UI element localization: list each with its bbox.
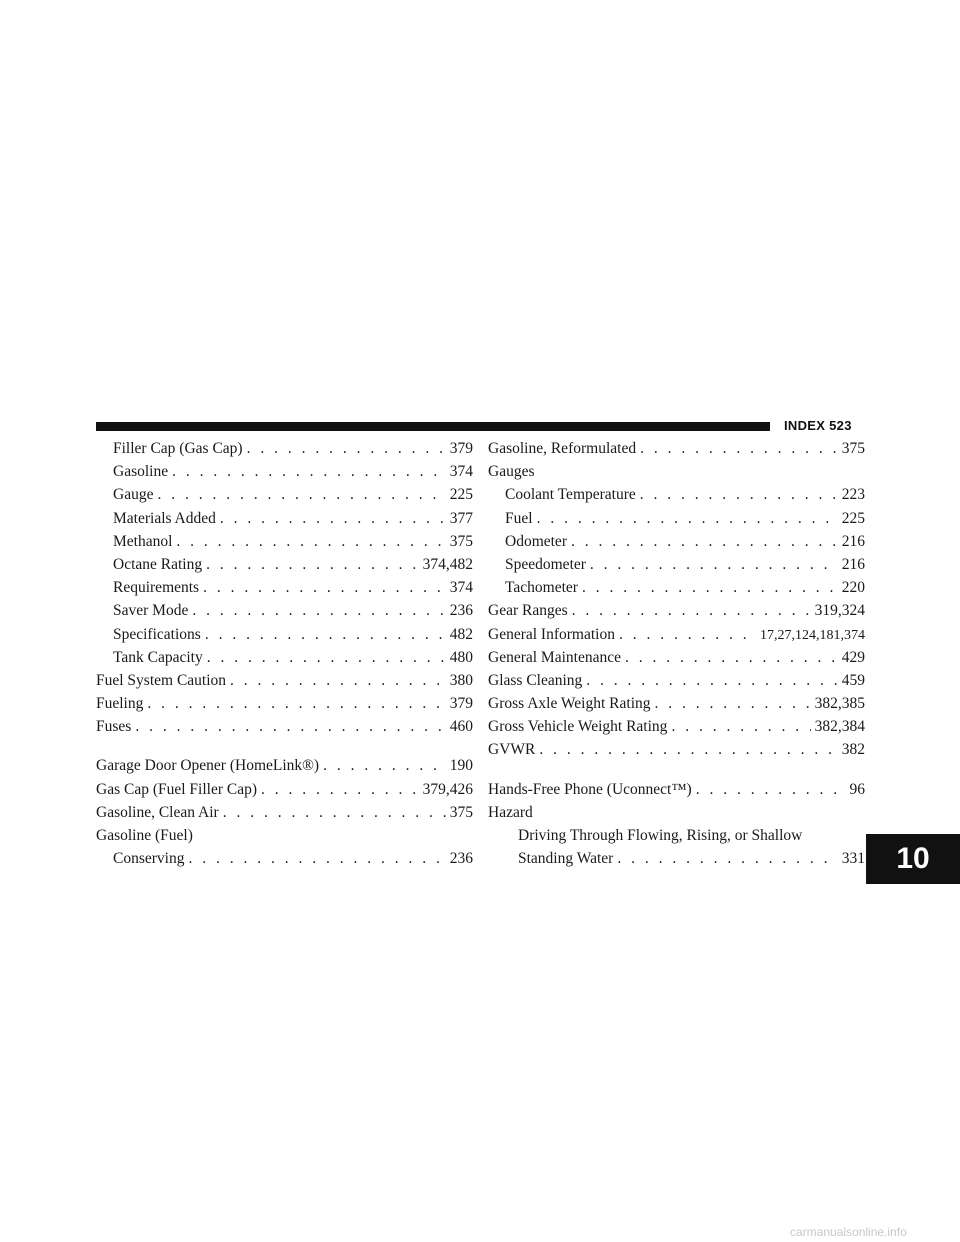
index-subline: Driving Through Flowing, Rising, or Shallow [518,827,803,844]
index-entry: Requirements . . . 374 [96,579,473,602]
index-entry: Saver Mode . . . 236 [96,602,473,625]
index-entry: Methanol . . . 375 [96,533,473,556]
index-entry: Fuel System Caution . . . 380 [96,672,473,695]
index-entry: Fueling . . . 379 [96,695,473,718]
index-entry: Octane Rating . . . 374,482 [96,556,473,579]
index-entry: Gross Vehicle Weight Rating . . . 382,384 [488,718,865,741]
index-heading: Gasoline (Fuel) [96,827,193,844]
index-entry: Gasoline, Clean Air . . . 375 [96,804,473,827]
index-entry: Speedometer . . . 216 [488,556,865,579]
index-entry: Hands-Free Phone (Uconnect™) . . . 96 [488,781,865,804]
chapter-tab: 10 [866,834,960,884]
index-entry: Fuel . . . 225 [488,510,865,533]
index-entry: Conserving . . . 236 [96,850,473,873]
index-heading: Gauges [488,463,535,481]
index-entry: Tank Capacity . . . 480 [96,649,473,672]
watermark: carmanualsonline.info [790,1225,907,1239]
index-entry: Gauge . . . 225 [96,486,473,509]
index-entry: Gear Ranges . . . 319,324 [488,602,865,625]
section-gap [488,765,865,781]
index-entry: Glass Cleaning . . . 459 [488,672,865,695]
index-column-left [96,440,473,873]
header-rule [96,422,770,431]
index-entry: Gasoline, Reformulated . . . 375 [488,440,865,463]
index-entry: Gasoline . . . 374 [96,463,473,486]
index-heading: Hazard [488,803,533,821]
section-gap [96,741,473,757]
index-entry: GVWR . . . 382 [488,741,865,764]
index-entry: General Maintenance . . . 429 [488,649,865,672]
running-header: INDEX 523 [784,418,852,433]
index-entry: Filler Cap (Gas Cap) . . . 379 [96,440,473,463]
index-entry: Gross Axle Weight Rating . . . 382,385 [488,695,865,718]
index-entry: Garage Door Opener (HomeLink®) . . . 190 [96,757,473,780]
index-entry: Gas Cap (Fuel Filler Cap) . . . 379,426 [96,781,473,804]
index-entry: Materials Added . . . 377 [96,510,473,533]
index-entry: Odometer . . . 216 [488,533,865,556]
index-column-right [488,440,865,873]
index-entry: Specifications . . . 482 [96,626,473,649]
index-entry: Coolant Temperature . . . 223 [488,486,865,509]
index-entry: General Information . . . 17,27,124,181,374 [488,626,865,649]
index-entry: Standing Water . . . 331 [488,850,865,873]
index-entry: Fuses . . . 460 [96,718,473,741]
index-entry: Tachometer . . . 220 [488,579,865,602]
